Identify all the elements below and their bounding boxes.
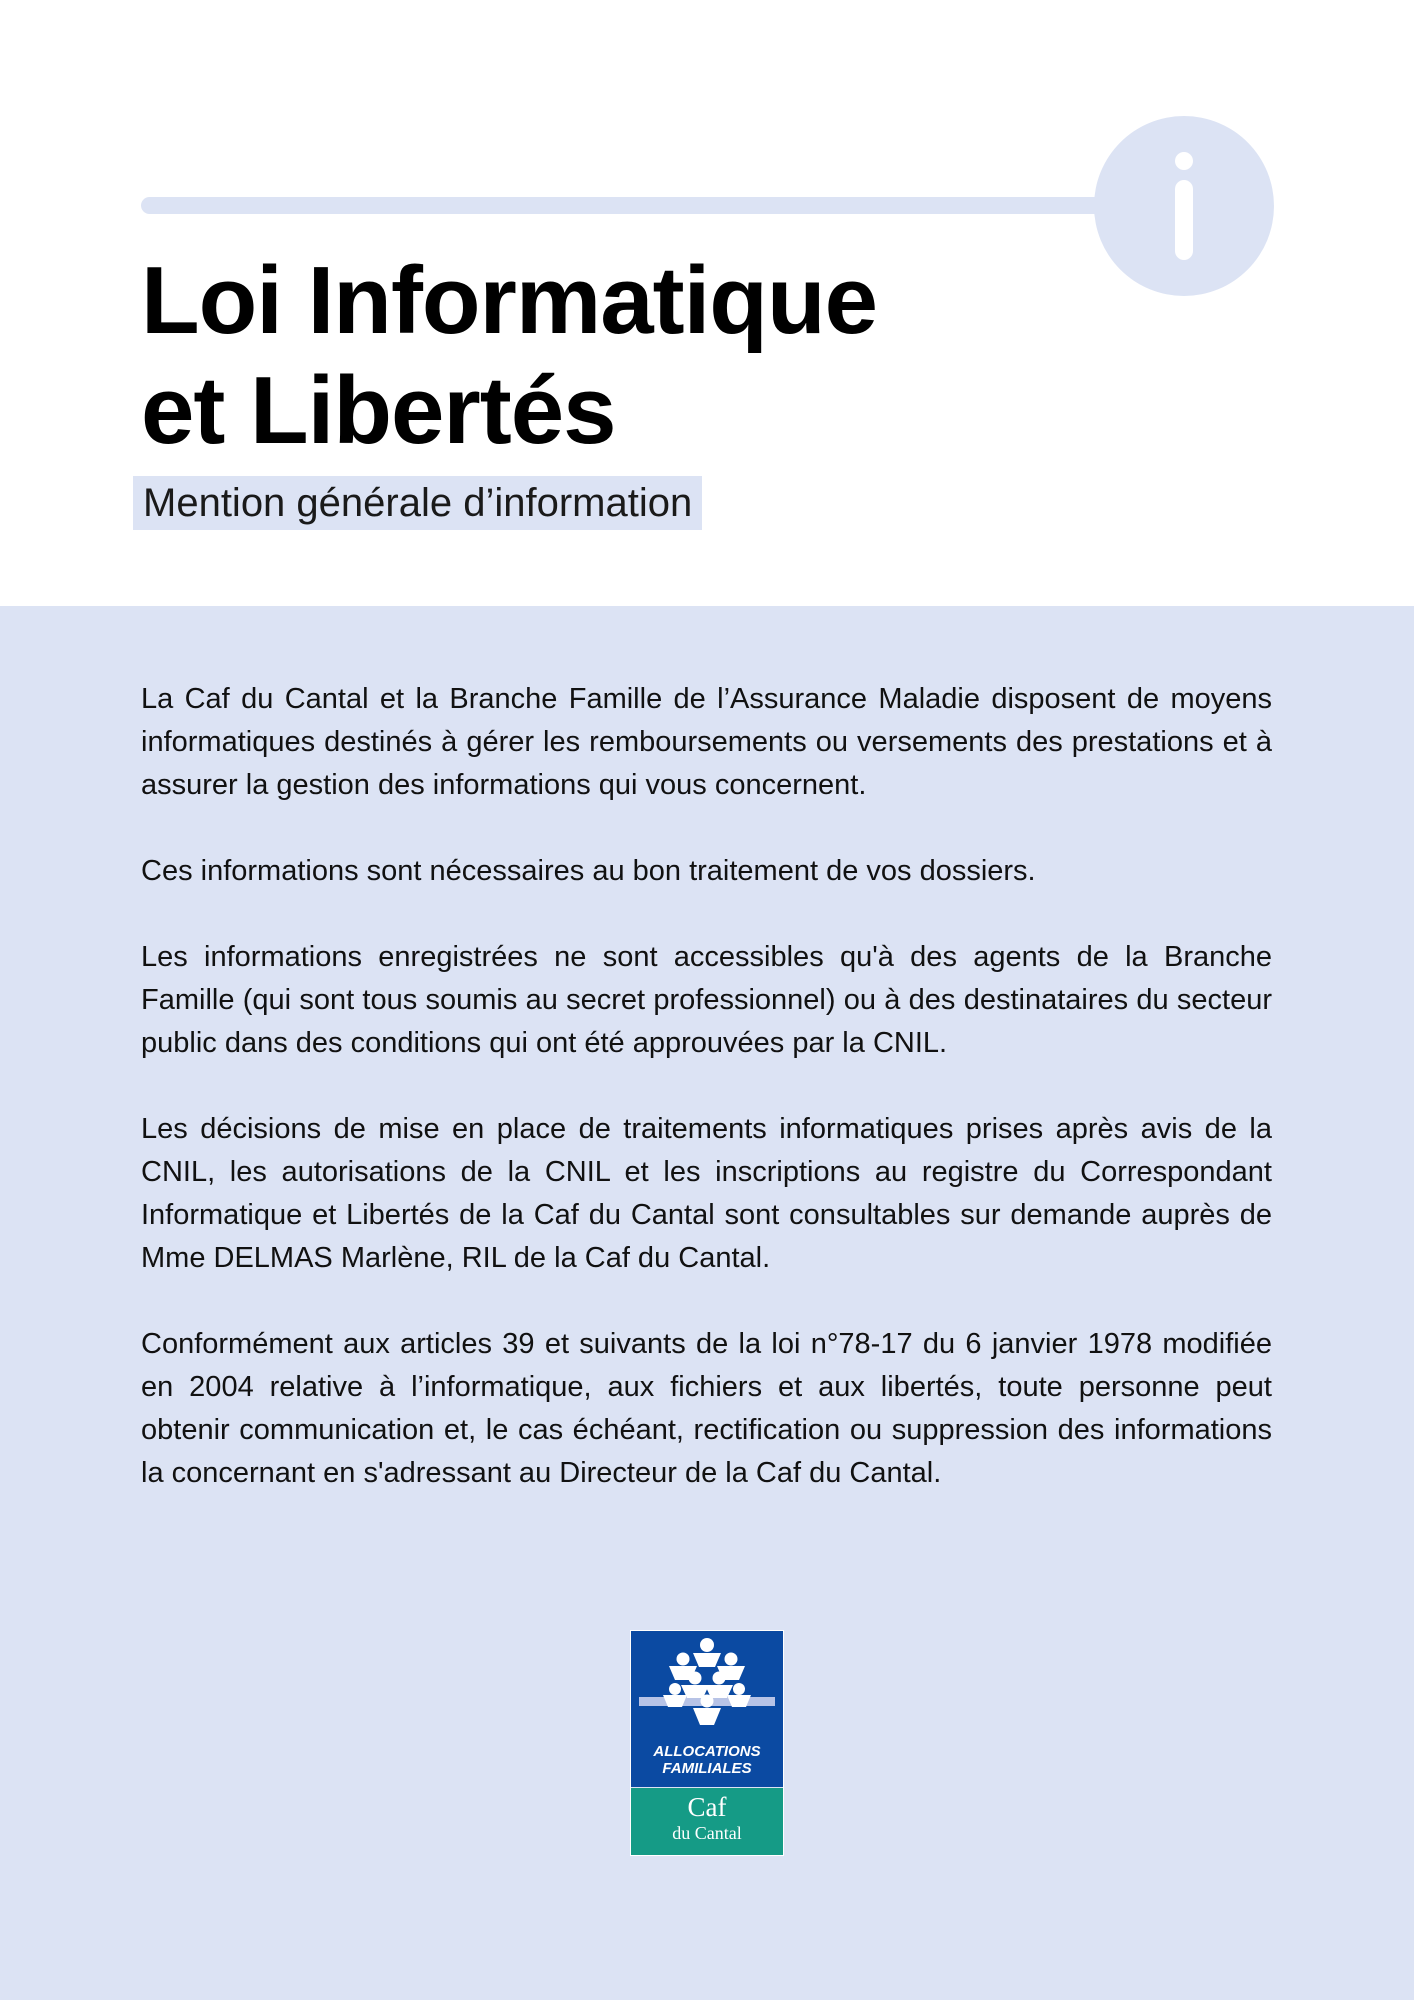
caf-logo-line2: FAMILIALES [662,1760,752,1777]
caf-logo-allocations-text [631,1743,783,1777]
caf-logo [630,1630,784,1856]
header-section [0,0,1414,606]
header-divider-line [141,197,1121,214]
page-title-line1: Loi Informatique [141,247,877,354]
caf-logo-line1: ALLOCATIONS [653,1743,761,1760]
page-subtitle: Mention générale d’information [133,476,702,530]
info-icon-bar [1175,180,1193,260]
info-icon [1094,116,1274,296]
paragraph-caf-systems: La Caf du Cantal et la Branche Famille de l’Assurance Maladie disposent de moyens informatiques destinés à gérer les remboursements ou versements des prestations et à assurer la gestion des informations qui vous concernent. [141,683,1272,801]
info-icon-dot [1175,152,1193,170]
paragraph-rights: Conformément aux articles 39 et suivants de la loi n°78-17 du 6 janvier 1978 modifiée en 2004 relative à l’informatique, aux fichiers et aux libertés, toute personne peut obtenir communication et, le cas échéant, rectification ou suppression des informations la concernant en s'adressant au Directeur de la Caf du Cantal. [141,1328,1272,1489]
paragraph-access: Les informations enregistrées ne sont accessibles qu'à des agents de la Branche Famille (qui sont tous soumis au secret professionnel) ou à des destinataires du secteur public dans des conditions qui ont été approuvées par la CNIL. [141,941,1272,1059]
page-title [141,246,1041,466]
body-text [141,678,1272,1538]
paragraph-decisions: Les décisions de mise en place de traitements informatiques prises après avis de la CNIL, les autorisations de la CNIL et les inscriptions au registre du Correspondant Informatique et Libertés de la Caf du Cantal sont consultables sur demande auprès de Mme DELMAS Marlène, RIL de la Caf du Cantal. [141,1113,1272,1274]
paragraph-necessary-info: Ces informations sont nécessaires au bon traitement de vos dossiers. [141,855,1036,887]
page-title-line2: et Libertés [141,357,616,464]
caf-logo-bottom [631,1788,783,1855]
caf-logo-top [631,1631,783,1787]
caf-logo-caf-text: Caf [687,1792,727,1822]
caf-logo-cantal-text: du Cantal [672,1823,742,1843]
family-figures-icon [631,1631,783,1743]
